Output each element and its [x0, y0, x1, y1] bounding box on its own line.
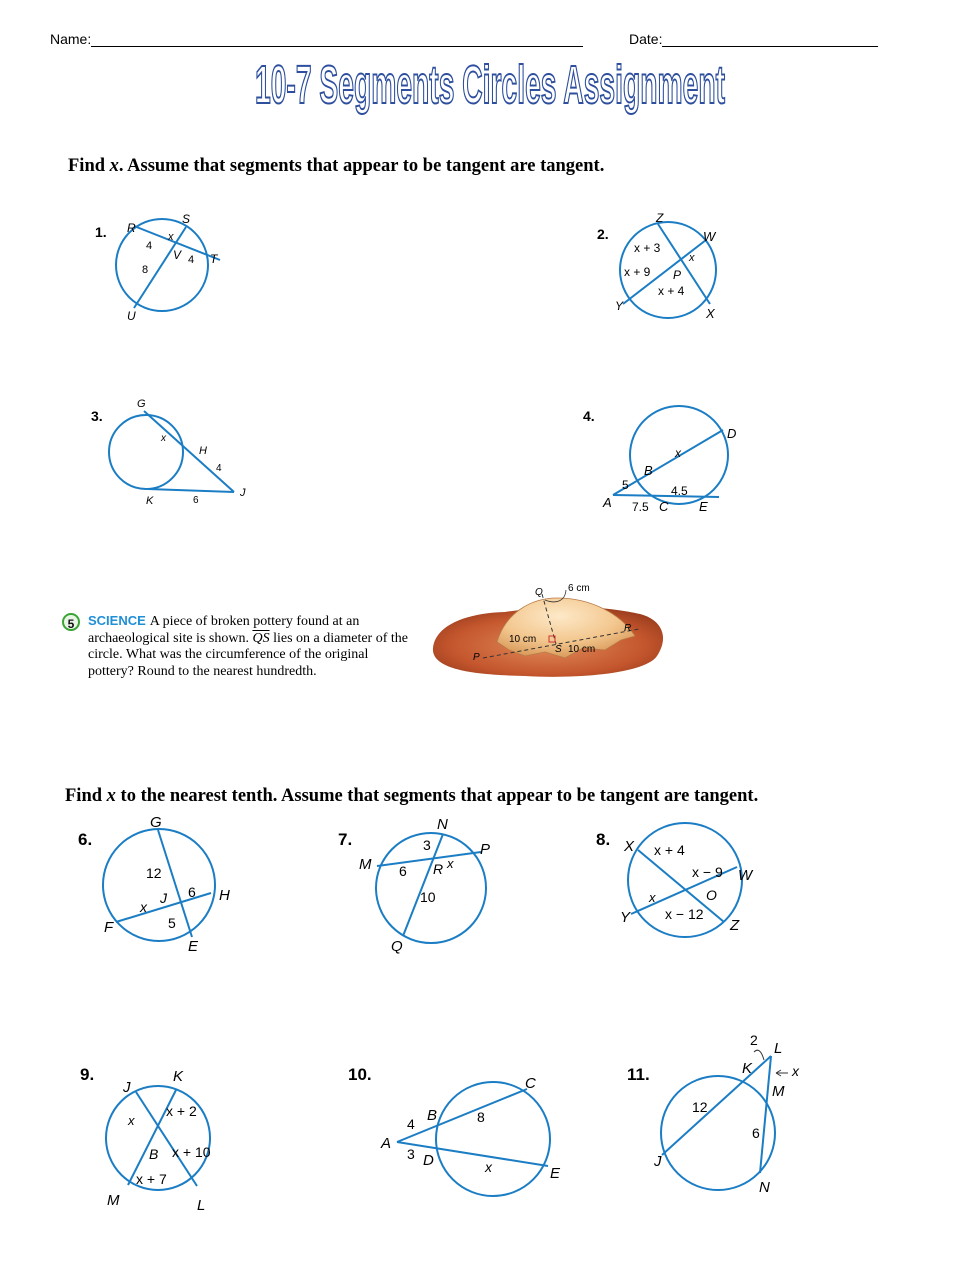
name-label: Name: [50, 31, 92, 47]
svg-text:E: E [550, 1165, 561, 1182]
svg-text:A: A [381, 1135, 392, 1152]
svg-text:Z: Z [656, 211, 664, 225]
svg-text:P: P [673, 268, 682, 282]
svg-text:R: R [433, 861, 444, 877]
figure-11 [648, 1028, 818, 1203]
svg-text:G: G [150, 814, 162, 831]
svg-text:K: K [742, 1060, 753, 1077]
secant-ac [397, 1089, 527, 1142]
figure-1 [100, 205, 230, 325]
svg-text:S: S [555, 644, 562, 655]
svg-text:x + 4: x + 4 [654, 842, 685, 858]
circle [376, 833, 486, 943]
problem-3-number: 3. [91, 408, 103, 424]
svg-text:6: 6 [188, 884, 196, 900]
svg-text:W: W [738, 867, 753, 884]
svg-text:R: R [624, 623, 632, 634]
svg-text:P: P [473, 652, 480, 663]
svg-text:M: M [359, 856, 372, 873]
svg-text:6 cm: 6 cm [568, 583, 590, 594]
science-tag: SCIENCE [88, 613, 146, 628]
svg-text:F: F [104, 919, 114, 936]
circle [436, 1082, 550, 1196]
svg-text:J: J [160, 890, 167, 906]
secant [144, 411, 234, 492]
problem-11-number: 11. [627, 1065, 650, 1084]
svg-text:x − 9: x − 9 [692, 864, 723, 880]
svg-text:C: C [525, 1075, 536, 1092]
svg-text:D: D [423, 1152, 434, 1169]
svg-text:H: H [199, 445, 207, 457]
svg-text:R: R [127, 221, 136, 235]
name-blank[interactable] [91, 32, 583, 47]
svg-text:10 cm: 10 cm [509, 634, 537, 645]
svg-text:12: 12 [692, 1099, 708, 1115]
figure-8 [618, 820, 768, 940]
arrow-2 [754, 1050, 764, 1060]
svg-text:B: B [427, 1107, 438, 1124]
svg-text:x: x [447, 856, 454, 871]
problem-1-number: 1. [95, 224, 107, 240]
problem-7-number: 7. [338, 830, 353, 849]
svg-text:S: S [182, 212, 191, 226]
svg-text:2: 2 [750, 1032, 758, 1048]
svg-text:6: 6 [193, 495, 199, 506]
svg-text:5: 5 [622, 478, 629, 492]
figure-4 [595, 395, 755, 520]
svg-text:x + 2: x + 2 [166, 1103, 197, 1119]
svg-text:x: x [128, 1113, 135, 1128]
svg-text:4.5: 4.5 [671, 484, 688, 498]
svg-text:x: x [168, 231, 174, 243]
svg-text:x: x [485, 1159, 492, 1175]
date-field[interactable] [629, 31, 878, 47]
tangent [148, 489, 234, 492]
svg-text:J: J [123, 1079, 131, 1096]
svg-text:X: X [624, 838, 635, 855]
svg-text:6: 6 [399, 863, 407, 879]
problem-4-number: 4. [583, 408, 595, 424]
svg-text:E: E [699, 499, 708, 514]
name-field[interactable] [50, 31, 583, 47]
svg-text:X: X [706, 306, 715, 321]
svg-text:G: G [137, 398, 146, 410]
secant-ae [613, 495, 719, 497]
svg-text:7.5: 7.5 [632, 500, 649, 514]
svg-text:B: B [149, 1146, 159, 1162]
svg-text:Y: Y [620, 909, 631, 926]
chord-mp [377, 852, 481, 866]
svg-text:6: 6 [752, 1125, 760, 1141]
svg-text:x + 4: x + 4 [658, 284, 685, 298]
svg-text:x + 3: x + 3 [634, 241, 661, 255]
svg-text:Q: Q [391, 938, 403, 955]
svg-text:8: 8 [142, 264, 149, 276]
circle [109, 415, 183, 489]
svg-text:W: W [703, 229, 716, 244]
svg-text:3: 3 [407, 1146, 415, 1162]
instruction-1: Find x. Assume that segments that appear to be tangent are tangent. [68, 156, 605, 176]
svg-text:Z: Z [730, 917, 740, 934]
svg-text:3: 3 [423, 837, 431, 853]
svg-text:N: N [759, 1179, 770, 1196]
svg-text:x + 10: x + 10 [172, 1144, 211, 1160]
problem-9-number: 9. [80, 1065, 95, 1084]
secant-ae [397, 1142, 548, 1166]
problem-5-number: 5 [62, 613, 80, 631]
svg-text:M: M [772, 1083, 785, 1100]
svg-text:J: J [240, 487, 246, 499]
problem-10-number: 10. [348, 1065, 372, 1084]
svg-text:x: x [649, 890, 656, 905]
svg-text:H: H [219, 887, 230, 904]
svg-text:P: P [480, 841, 491, 858]
problem-2-number: 2. [597, 226, 609, 242]
svg-text:x: x [140, 899, 147, 915]
svg-text:V: V [173, 248, 182, 262]
figure-5-pottery [425, 578, 670, 683]
title-text: 10-7 Segments Circles Assignment [255, 55, 726, 115]
svg-text:10: 10 [420, 889, 436, 905]
figure-9 [100, 1060, 240, 1220]
svg-text:8: 8 [477, 1109, 485, 1125]
instruction-2: Find x to the nearest tenth. Assume that segments that appear to be tangent are tangent. [65, 786, 759, 806]
figure-10 [375, 1068, 575, 1208]
figure-2 [610, 208, 740, 328]
svg-text:4: 4 [407, 1116, 415, 1132]
svg-text:x: x [675, 446, 681, 460]
svg-text:E: E [188, 938, 199, 955]
svg-text:10 cm: 10 cm [568, 644, 596, 655]
svg-text:Y: Y [615, 299, 624, 313]
svg-text:D: D [727, 426, 737, 441]
date-blank[interactable] [662, 32, 878, 47]
svg-text:U: U [127, 309, 136, 323]
secant-ad [613, 430, 723, 495]
svg-text:x: x [161, 433, 166, 444]
svg-text:K: K [173, 1068, 184, 1085]
svg-text:M: M [107, 1192, 120, 1209]
svg-text:O: O [706, 887, 717, 903]
problem-5 [62, 613, 422, 679]
circle [103, 829, 215, 941]
svg-text:12: 12 [146, 865, 162, 881]
figure-3 [100, 392, 260, 512]
figure-6 [98, 810, 248, 960]
date-label: Date: [629, 31, 663, 47]
svg-text:Q: Q [535, 587, 543, 598]
svg-text:N: N [437, 816, 448, 833]
svg-text:A: A [603, 495, 612, 510]
svg-text:x + 9: x + 9 [624, 265, 651, 279]
svg-text:J: J [654, 1153, 662, 1170]
svg-text:K: K [146, 495, 154, 507]
svg-text:4: 4 [188, 254, 195, 266]
problem-5-text: SCIENCE A piece of broken pottery found at an archaeological site is shown. $\overline{QS}$ lies on a diameter of the circle. What was the circumference of the original pottery? Round to the nearest hundredth. [88, 613, 408, 679]
svg-text:L: L [774, 1040, 783, 1057]
svg-text:L: L [197, 1197, 206, 1214]
svg-text:x: x [689, 252, 695, 264]
problem-6-number: 6. [78, 830, 93, 849]
problem-8-number: 8. [596, 830, 611, 849]
svg-text:B: B [644, 463, 653, 478]
worksheet-title [0, 52, 979, 122]
svg-text:4: 4 [216, 463, 222, 474]
svg-text:x + 7: x + 7 [136, 1171, 167, 1187]
figure-7 [355, 812, 505, 957]
svg-text:4: 4 [146, 240, 153, 252]
svg-text:C: C [659, 499, 669, 514]
svg-text:T: T [210, 252, 218, 266]
svg-text:5: 5 [168, 915, 176, 931]
svg-text:x: x [792, 1063, 799, 1079]
svg-text:x − 12: x − 12 [665, 906, 704, 922]
